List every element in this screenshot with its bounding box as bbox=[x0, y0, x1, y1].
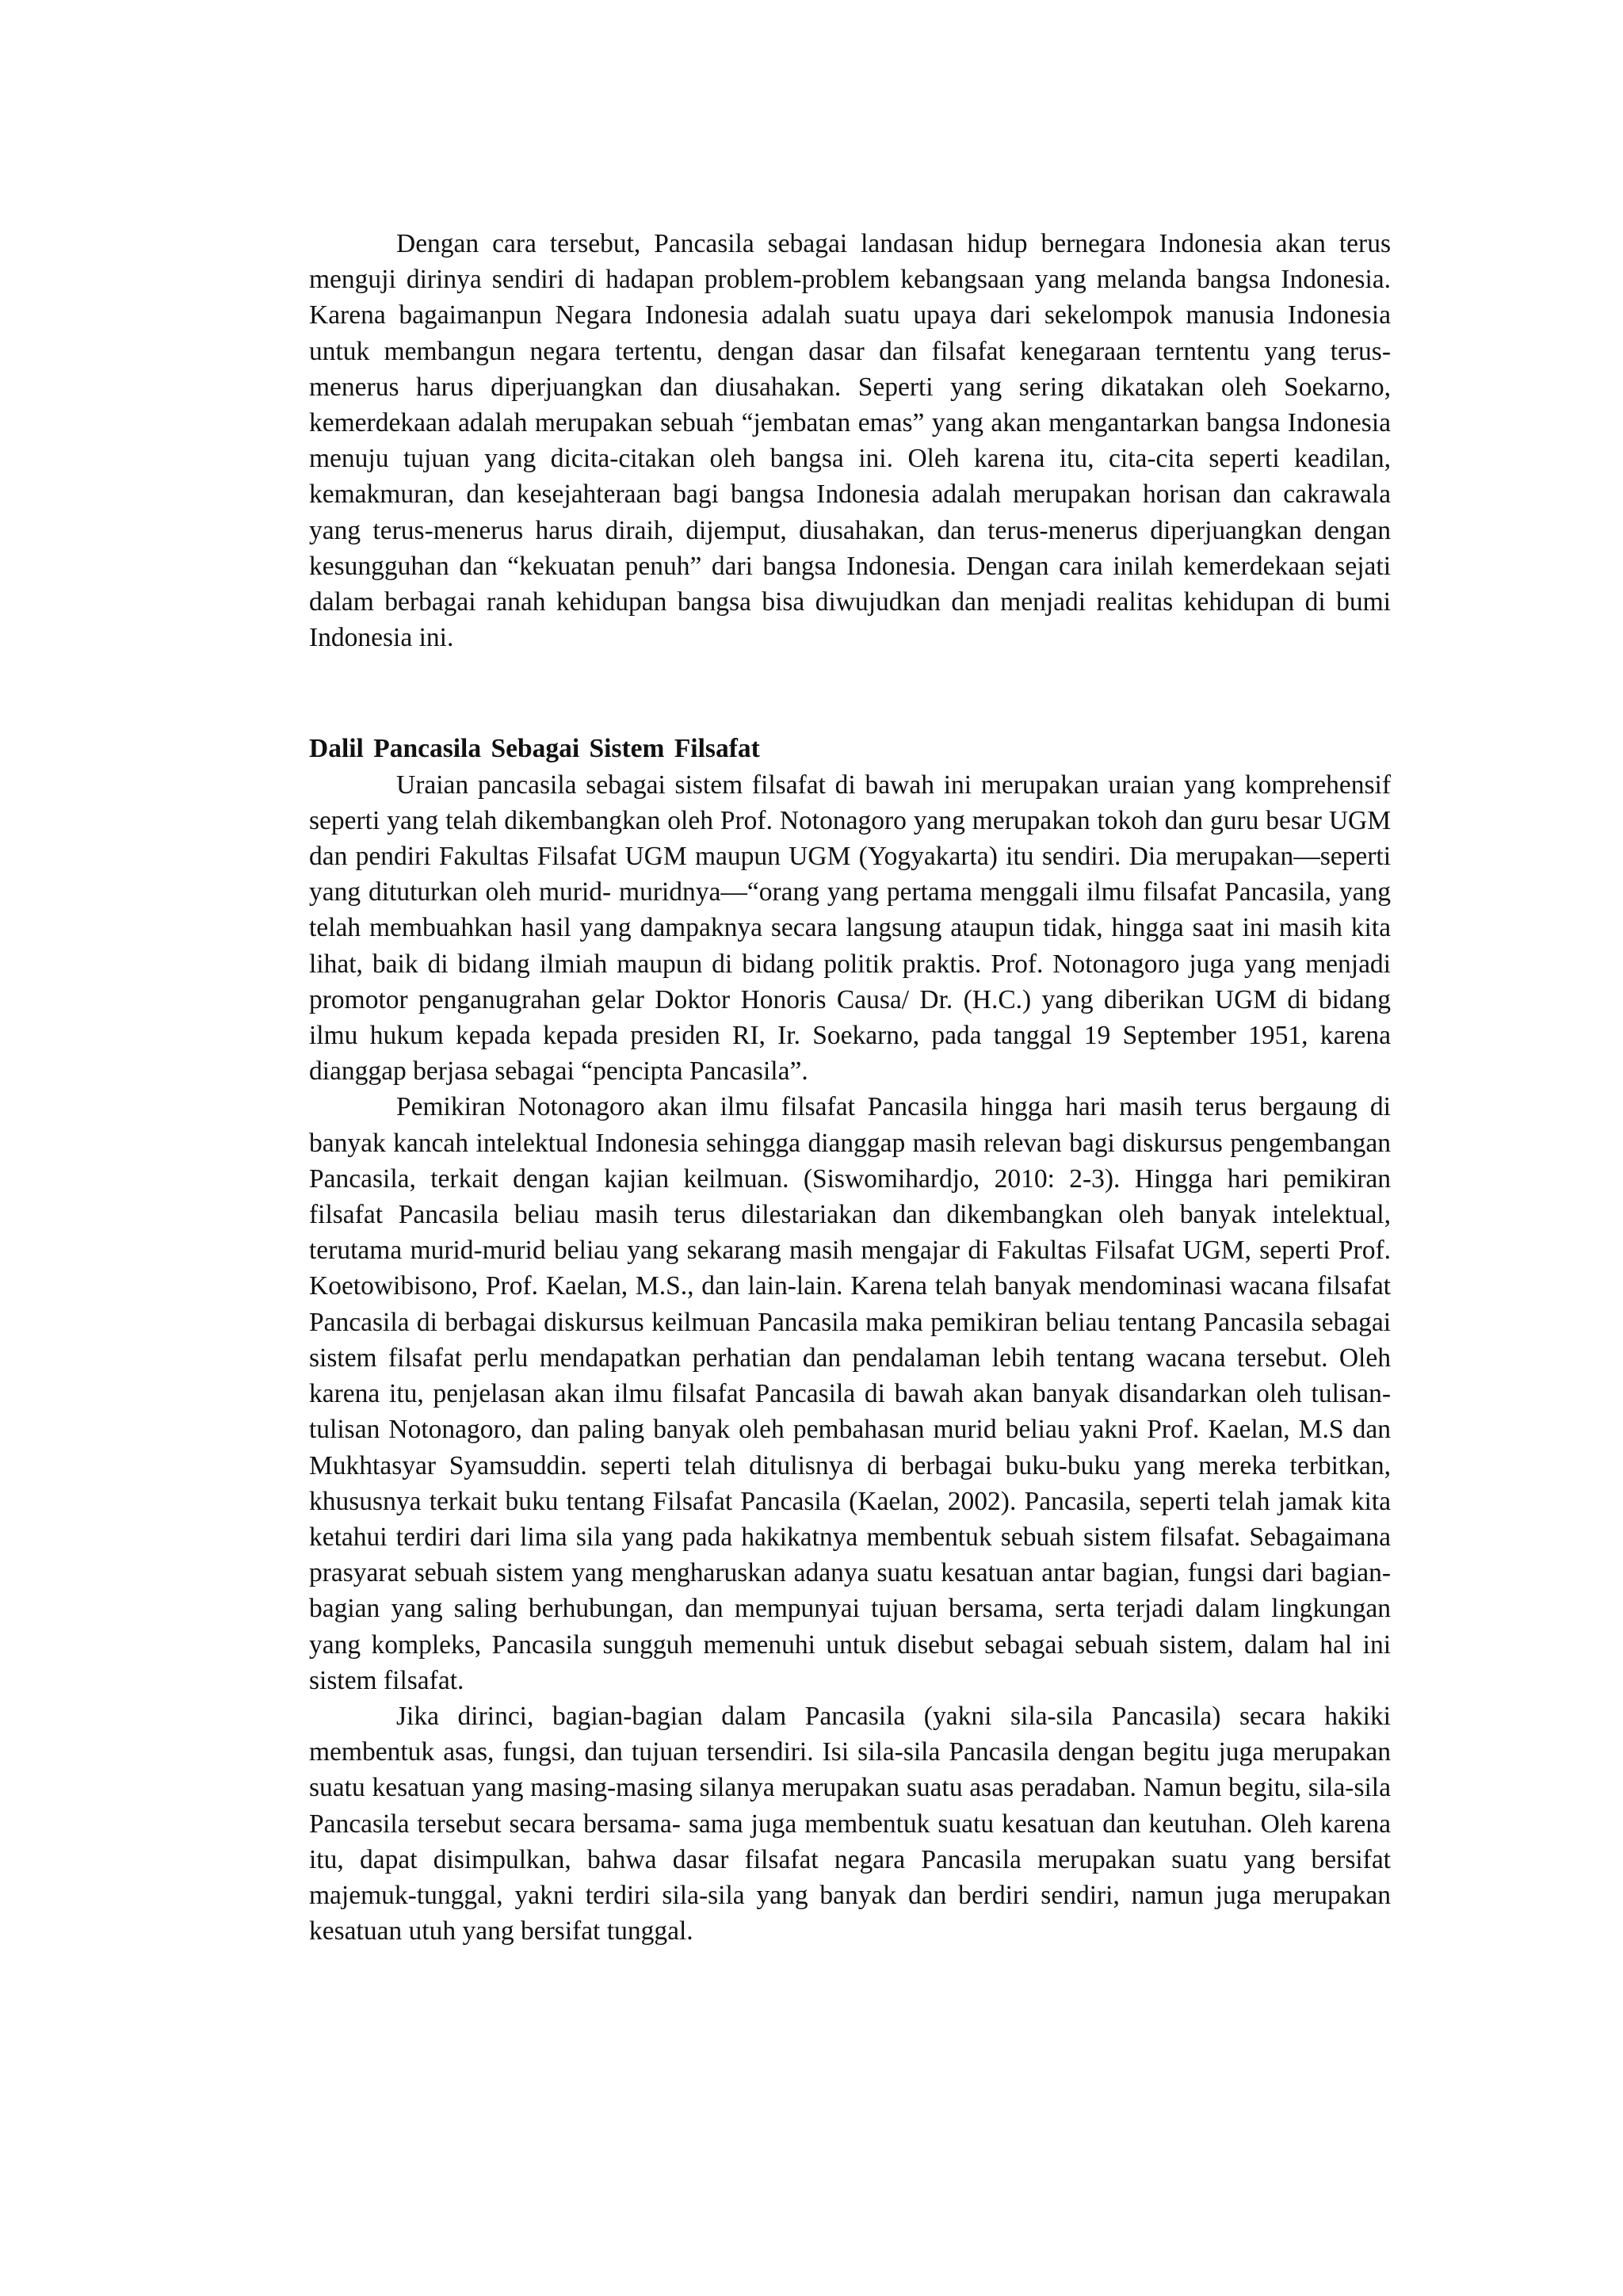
section-heading: Dalil Pancasila Sebagai Sistem Filsafat bbox=[309, 734, 760, 764]
document-content bbox=[309, 226, 1391, 1949]
section-paragraph-1: Uraian pancasila sebagai sistem filsafat di bawah ini merupakan uraian yang komprehensif seperti yang telah dikembangkan oleh Prof. Notonagoro yang merupakan tokoh dan guru besar UGM dan pendiri Fakultas Filsafat UGM maupun UGM (Yogyakarta) itu sendiri. Dia merupakan—seperti yang dituturkan oleh murid- muridnya—“orang yang pertama menggali ilmu filsafat Pancasila, yang telah membuahkan hasil yang dampaknya secara langsung ataupun tidak, hingga saat ini masih kita lihat, baik di bidang ilmiah maupun di bidang politik praktis. Prof. Notonagoro juga yang menjadi promotor penganugrahan gelar Doktor Honoris Causa/ Dr. (H.C.) yang diberikan UGM di bidang ilmu hukum kepada kepada presiden RI, Ir. Soekarno, pada tanggal 19 September 1951, karena dianggap berjasa sebagai “pencipta Pancasila”. bbox=[309, 770, 1391, 1087]
intro-paragraph: Dengan cara tersebut, Pancasila sebagai landasan hidup bernegara Indonesia akan terus menguji dirinya sendiri di hadapan problem-problem kebangsaan yang melanda bangsa Indonesia. Karena bagaimanpun Negara Indonesia adalah suatu upaya dari sekelompok manusia Indonesia untuk membangun negara tertentu, dengan dasar dan filsafat kenegaraan terntentu yang terus-menerus harus diperjuangkan dan diusahakan. Seperti yang sering dikatakan oleh Soekarno, kemerdekaan adalah merupakan sebuah “jembatan emas” yang akan mengantarkan bangsa Indonesia menuju tujuan yang dicita-citakan oleh bangsa ini. Oleh karena itu, cita-cita seperti keadilan, kemakmuran, dan kesejahteraan bagi bangsa Indonesia adalah merupakan horisan dan cakrawala yang terus-menerus harus diraih, dijemput, diusahakan, dan terus-menerus diperjuangkan dengan kesungguhan dan “kekuatan penuh” dari bangsa Indonesia. Dengan cara inilah kemerdekaan sejati dalam berbagai ranah kehidupan bangsa bisa diwujudkan dan menjadi realitas kehidupan di bumi Indonesia ini. bbox=[309, 229, 1391, 653]
section-paragraph-3: Jika dirinci, bagian-bagian dalam Pancasila (yakni sila-sila Pancasila) secara hakiki membentuk asas, fungsi, dan tujuan tersendiri. Isi sila-sila Pancasila dengan begitu juga merupakan suatu kesatuan yang masing-masing silanya merupakan suatu asas peradaban. Namun begitu, sila-sila Pancasila tersebut secara bersama- sama juga membentuk suatu kesatuan dan keutuhan. Oleh karena itu, dapat disimpulkan, bahwa dasar filsafat negara Pancasila merupakan suatu yang bersifat majemuk-tunggal, yakni terdiri sila-sila yang banyak dan berdiri sendiri, namun juga merupakan kesatuan utuh yang bersifat tunggal. bbox=[309, 1701, 1391, 1946]
section-paragraph-2: Pemikiran Notonagoro akan ilmu filsafat Pancasila hingga hari masih terus bergaung di banyak kancah intelektual Indonesia sehingga dianggap masih relevan bagi diskursus pengembangan Pancasila, terkait dengan kajian keilmuan. (Siswomihardjo, 2010: 2-3). Hingga hari pemikiran filsafat Pancasila beliau masih terus dilestariakan dan dikembangkan oleh banyak intelektual, terutama murid-murid beliau yang sekarang masih mengajar di Fakultas Filsafat UGM, seperti Prof. Koetowibisono, Prof. Kaelan, M.S., dan lain-lain. Karena telah banyak mendominasi wacana filsafat Pancasila di berbagai diskursus keilmuan Pancasila maka pemikiran beliau tentang Pancasila sebagai sistem filsafat perlu mendapatkan perhatian dan pendalaman lebih tentang wacana tersebut. Oleh karena itu, penjelasan akan ilmu filsafat Pancasila di bawah akan banyak disandarkan oleh tulisan-tulisan Notonagoro, dan paling banyak oleh pembahasan murid beliau yakni Prof. Kaelan, M.S dan Mukhtasyar Syamsuddin. seperti telah ditulisnya di berbagai buku-buku yang mereka terbitkan, khususnya terkait buku tentang Filsafat Pancasila (Kaelan, 2002). Pancasila, seperti telah jamak kita ketahui terdiri dari lima sila yang pada hakikatnya membentuk sebuah sistem filsafat. Sebagaimana prasyarat sebuah sistem yang mengharuskan adanya suatu kesatuan antar bagian, fungsi dari bagian- bagian yang saling berhubungan, dan mempunyai tujuan bersama, serta terjadi dalam lingkungan yang kompleks, Pancasila sungguh memenuhi untuk disebut sebagai sebuah sistem, dalam hal ini sistem filsafat. bbox=[309, 1092, 1391, 1695]
section-body bbox=[309, 767, 1391, 1950]
